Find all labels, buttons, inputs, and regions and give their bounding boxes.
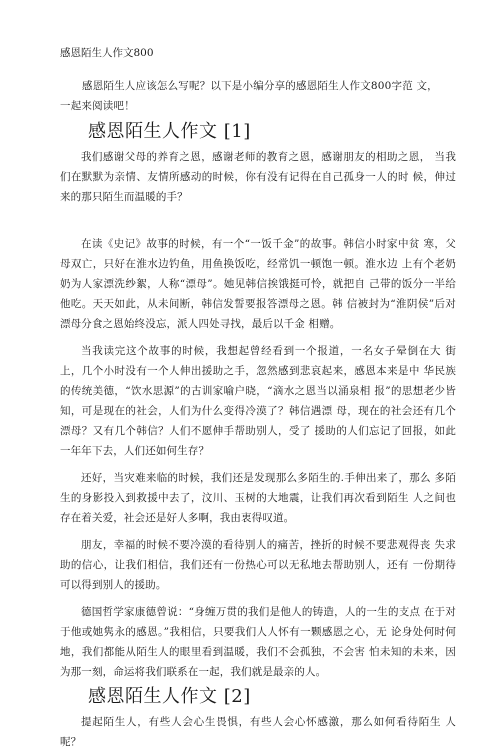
section-1-paragraph-3: 当我读完这个故事的时候，我想起曾经看到一个报道，一名女子晕倒在大 街上，几个小时没有一个人伸出援助之手，忽然感到悲哀起来，感恩本来是中 华民族的传统美德，“饮水思源”的古训家喻户晓，“滴水之恩当以涌泉相 报”的思想老少皆知，可是现在的社会，人们为什么变得冷漠了？韩信遇漂 母，现在的社会还有几个漂母？又有几个韩信？人们不愿伸手帮助别人，受了 援助的人们忘记了回报，如此一年年下去，人们还如何生存？: [60, 345, 456, 457]
document-title: 感恩陌生人作文800: [60, 47, 154, 59]
section-1-paragraph-6: 德国哲学家康德曾说：“身缠万贯的我们是他人的铸造，人的一生的支点 在于对于他或她隽永的感恩。”我相信，只要我们人人怀有一颗感恩之心，无 论身处何时何地，我们都能从陌生人的眼里看到温暖，我们不会孤独，不会害 怕未知的未来，因为那一刻，命运将我们联系在一起，我们就是最亲的人。: [60, 606, 456, 678]
section-heading-2: 感恩陌生人作文 [2]: [88, 686, 251, 707]
section-1-paragraph-5: 朋友，幸福的时候不要冷漠的看待别人的痛苦，挫折的时候不要悲观得丧 失求助的信心，让我们相信，我们还有一份热心可以无私地去帮助别人，还有 一份期待可以得到别人的援助。: [60, 539, 456, 591]
section-1-paragraph-2: 在读《史记》故事的时候，有一个“一饭千金”的故事。韩信小时家中贫 寒，父母双亡，只好在淮水边钓鱼，用鱼换饭吃，经常饥一顿饱一顿。淮水边 上有个老奶奶为人家漂洗纱絮，人称“漂母”。她见韩信挨饿挺可怜，就把自 己带的饭分一半给他吃。天天如此，从未间断，韩信发誓要报答漂母之恩。韩 信被封为“淮阴侯”后对漂母分食之恩始终没忘，派人四处寻找，最后以千金 相赠。: [60, 238, 456, 330]
section-1-paragraph-4: 还好，当灾难来临的时候，我们还是发现那么多陌生的.手伸出来了，那么 多陌生的身影投入到救援中去了，汶川、玉树的大地震，让我们再次看到陌生 人之间也存在着关爱，社会还是好人多啊，我由衷得叹道。: [60, 472, 456, 524]
section-2-paragraph-1: 提起陌生人，有些人会心生畏惧，有些人会心怀感激，那么如何看待陌生 人呢？: [60, 716, 456, 748]
section-1-paragraph-1: 我们感谢父母的养育之恩，感谢老师的教育之恩，感谢朋友的相助之恩， 当我们在默默为亲情、友情所感动的时候，你有没有记得在自己孤身一人的时 候，伸过来的那只陌生而温暖的手？: [60, 151, 456, 203]
intro-paragraph: 感恩陌生人应该怎么写呢？以下是小编分享的感恩陌生人作文800字范 文，一起来阅读吧！: [60, 80, 438, 112]
section-heading-1: 感恩陌生人作文 [1]: [88, 121, 251, 142]
